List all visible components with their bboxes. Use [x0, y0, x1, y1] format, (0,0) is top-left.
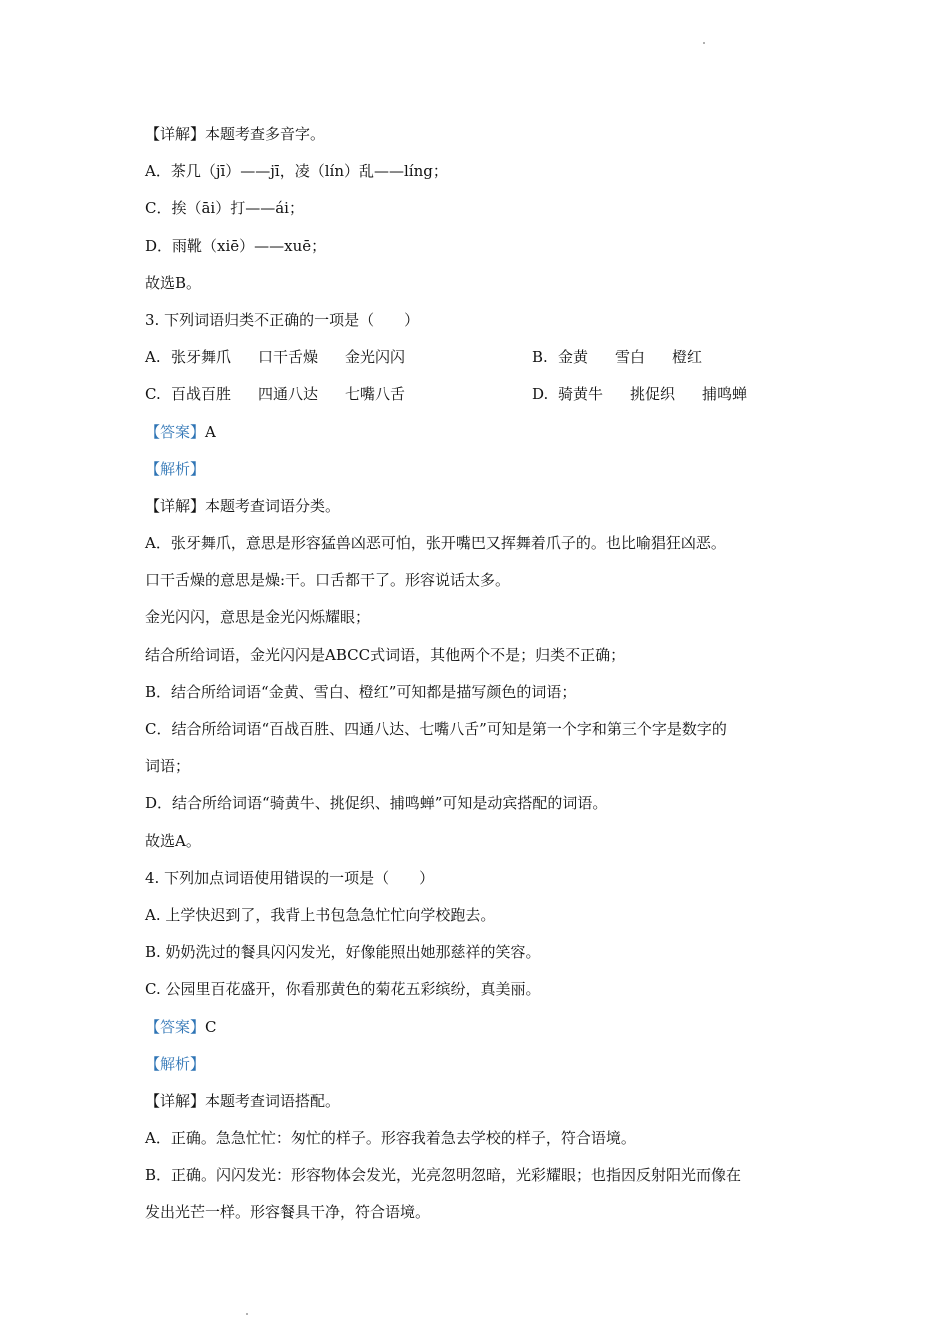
option-label: B. [532, 348, 548, 367]
q3-options-row-2 [145, 376, 815, 413]
q3-analysis [145, 451, 815, 488]
q3-answer [145, 414, 815, 451]
q4-option-c: C. 公园里百花盛开，你看那黄色的菊花五彩缤纷，真美丽。 [145, 980, 541, 999]
option-word: 金光闪闪 [345, 348, 406, 367]
text-line: 【详解】本题考查词语搭配。 [145, 1091, 341, 1110]
option-a [145, 339, 532, 376]
option-word: 骑黄牛 [558, 385, 604, 404]
scan-mark [246, 1313, 248, 1315]
answer-value: C [205, 1017, 217, 1036]
analysis-tag: 【解析】 [145, 1054, 206, 1073]
text-line: 故选B。 [145, 273, 202, 292]
option-word: 金黄 [558, 348, 589, 367]
option-label: D. [532, 385, 549, 404]
text-line: A．正确。急急忙忙：匆忙的样子。形容我着急去学校的样子，符合语境。 [145, 1129, 636, 1148]
question-4: 4. 下列加点词语使用错误的一项是（ ） [145, 868, 435, 887]
q3-options-row-1 [145, 339, 815, 376]
option-word: 张牙舞爪 [171, 348, 232, 367]
text-line: A．张牙舞爪，意思是形容猛兽凶恶可怕，张开嘴巴又挥舞着爪子的。也比喻猖狂凶恶。 [145, 534, 726, 553]
text-line: B．正确。闪闪发光：形容物体会发光，光亮忽明忽暗，光彩耀眼；也指因反射阳光而像在 [145, 1166, 742, 1185]
option-c [145, 376, 532, 413]
answer-tag: 【答案】 [145, 1017, 206, 1036]
text-line: 结合所给词语，金光闪闪是ABCC式词语，其他两个不是；归类不正确； [145, 645, 626, 664]
q4-option-a: A. 上学快迟到了，我背上书包急急忙忙向学校跑去。 [145, 905, 496, 924]
text-line: D．结合所给词语“骑黄牛、挑促织、捕鸣蝉”可知是动宾搭配的词语。 [145, 794, 608, 813]
question-3: 3. 下列词语归类不正确的一项是（ ） [145, 310, 420, 329]
option-word: 四通八达 [258, 385, 319, 404]
option-word: 雪白 [615, 348, 646, 367]
answer-value: A [205, 422, 216, 441]
text-line: B．结合所给词语“金黄、雪白、橙红”可知都是描写颜色的词语； [145, 682, 577, 701]
text-line: C．结合所给词语“百战百胜、四通八达、七嘴八舌”可知是第一个字和第三个字是数字的 [145, 720, 727, 738]
analysis-tag: 【解析】 [145, 459, 206, 478]
option-b [532, 339, 729, 376]
text-line: 故选A。 [145, 831, 201, 850]
text-line: 金光闪闪，意思是金光闪烁耀眼； [145, 608, 371, 627]
text-line: 【详解】本题考查词语分类。 [145, 496, 341, 515]
q4-analysis [145, 1046, 815, 1083]
text-line: D．雨靴（xiē）——xuē； [145, 236, 327, 255]
option-word: 挑促织 [630, 385, 676, 404]
option-word: 捕鸣蝉 [702, 385, 748, 404]
option-word: 口干舌燥 [258, 348, 319, 367]
option-label: C. [145, 385, 161, 404]
text-line: 发出光芒一样。形容餐具干净，符合语境。 [145, 1203, 431, 1222]
text-line: 口干舌燥的意思是燥:干。口舌都干了。形容说话太多。 [145, 571, 511, 590]
option-word: 七嘴八舌 [345, 385, 406, 404]
option-word: 百战百胜 [171, 385, 232, 404]
option-label: A. [145, 348, 161, 367]
scan-mark [703, 42, 705, 44]
option-word: 橙红 [672, 348, 703, 367]
text-line: A．茶几（jī）——jī，凌（lín）乱——líng； [145, 162, 448, 181]
text-line: C．挨（āi）打——ái； [145, 199, 304, 218]
answer-tag: 【答案】 [145, 422, 206, 441]
q4-answer [145, 1009, 815, 1046]
document-page [145, 116, 815, 1232]
text-line: 词语； [145, 757, 191, 776]
text-line: 【详解】本题考查多音字。 [145, 125, 326, 143]
option-d [532, 376, 774, 413]
q4-option-b: B. 奶奶洗过的餐具闪闪发光，好像能照出她那慈祥的笑容。 [145, 943, 541, 962]
